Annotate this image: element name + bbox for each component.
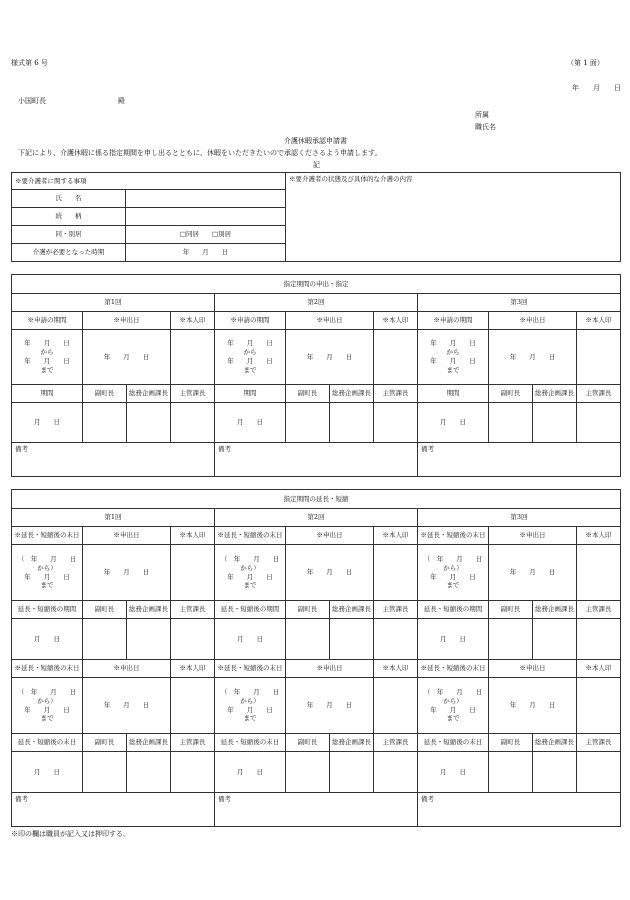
term-field[interactable]: 月 日 — [215, 619, 286, 660]
manager-seal[interactable] — [171, 403, 215, 443]
col-header: ※本人印 — [577, 660, 621, 678]
period-field[interactable]: 年 月 日 から 年 月 日 まで — [418, 330, 489, 385]
vice-mayor-seal[interactable] — [286, 403, 330, 443]
extension-table — [11, 489, 621, 827]
planning-seal[interactable] — [330, 619, 374, 660]
col-header: ※申出日 — [286, 660, 374, 678]
col-header: 期間 — [418, 385, 489, 403]
care-start-date-field[interactable]: 年 月 日 — [126, 244, 286, 262]
filing-date-field[interactable]: 年 月 日 — [83, 545, 171, 601]
col-header: 延長・短縮後の期間 — [418, 601, 489, 619]
planning-seal[interactable] — [127, 752, 171, 793]
col-header: ※申出日 — [286, 527, 374, 545]
col-header: 主管課長 — [171, 385, 215, 403]
term-field[interactable]: 月 日 — [12, 619, 83, 660]
period-field[interactable]: 年 月 日 から 年 月 日 まで — [12, 330, 83, 385]
care-state-field[interactable] — [286, 173, 621, 262]
remarks-field[interactable]: 備考 — [418, 443, 621, 477]
col-header: 総務企画課長 — [127, 601, 171, 619]
col-header: 主管課長 — [374, 601, 418, 619]
col-header: ※延長・短縮後の末日 — [418, 660, 489, 678]
planning-seal[interactable] — [330, 403, 374, 443]
filing-date-field[interactable]: 年 月 日 — [286, 330, 374, 385]
seal-field[interactable] — [577, 678, 621, 734]
manager-seal[interactable] — [577, 403, 621, 443]
affiliation-label: 所属 — [475, 111, 489, 119]
filing-date-field[interactable]: 年 月 日 — [489, 330, 577, 385]
term-field[interactable]: 月 日 — [418, 752, 489, 793]
col-header: ※本人印 — [374, 312, 418, 330]
col-header: ※本人印 — [171, 660, 215, 678]
seal-field[interactable] — [374, 330, 418, 385]
col-header: ※申出日 — [286, 312, 374, 330]
remarks-field[interactable]: 備考 — [418, 793, 621, 827]
col-header: ※申出日 — [489, 660, 577, 678]
term-field[interactable]: 月 日 — [418, 403, 489, 443]
honorific: 殿 — [118, 97, 125, 105]
manager-seal[interactable] — [374, 752, 418, 793]
col-header: 期間 — [215, 385, 286, 403]
col-header: ※申出日 — [83, 312, 171, 330]
manager-seal[interactable] — [577, 752, 621, 793]
care-state-header: ※要介護者の状態及び具体的な介護の内容 — [289, 175, 413, 183]
col-header: ※申請の期間 — [12, 312, 83, 330]
care-recipient-table — [11, 172, 621, 262]
col-header: 副町長 — [83, 601, 127, 619]
care-relation-field[interactable] — [126, 208, 286, 226]
planning-seal[interactable] — [533, 403, 577, 443]
planning-seal[interactable] — [127, 403, 171, 443]
term-field[interactable]: 月 日 — [12, 752, 83, 793]
col-header: ※申請の期間 — [215, 312, 286, 330]
designation-title: 指定期間の申出・指定 — [12, 275, 621, 294]
vice-mayor-seal[interactable] — [83, 619, 127, 660]
care-name-field[interactable] — [126, 190, 286, 208]
col-header: 延長・短縮後の末日 — [418, 734, 489, 752]
col-header: 主管課長 — [374, 385, 418, 403]
filing-date-field[interactable]: 年 月 日 — [489, 545, 577, 601]
care-section-header: ※要介護者に関する事項 — [12, 173, 286, 190]
col-header: ※本人印 — [374, 660, 418, 678]
col-header: 延長・短縮後の期間 — [215, 601, 286, 619]
end-date-field[interactable]: （ 年 月 日 から） 年 月 日 まで — [215, 678, 286, 734]
planning-seal[interactable] — [330, 752, 374, 793]
care-row-label: 続 柄 — [12, 208, 126, 226]
remarks-field[interactable]: 備考 — [215, 793, 418, 827]
col-header: 主管課長 — [171, 601, 215, 619]
end-date-field[interactable]: （ 年 月 日 から） 年 月 日 まで — [12, 545, 83, 601]
vice-mayor-seal[interactable] — [286, 752, 330, 793]
col-header: 総務企画課長 — [127, 385, 171, 403]
col-header: 延長・短縮後の末日 — [215, 734, 286, 752]
end-date-field[interactable]: （ 年 月 日 から） 年 月 日 まで — [215, 545, 286, 601]
col-header: 延長・短縮後の期間 — [12, 601, 83, 619]
manager-seal[interactable] — [577, 619, 621, 660]
col-header: ※延長・短縮後の末日 — [215, 527, 286, 545]
filing-date-field[interactable]: 年 月 日 — [286, 545, 374, 601]
term-field[interactable]: 月 日 — [215, 752, 286, 793]
col-header: 期間 — [12, 385, 83, 403]
ki-marker: 記 — [313, 161, 320, 169]
col-header: 延長・短縮後の末日 — [12, 734, 83, 752]
col-header: ※本人印 — [171, 527, 215, 545]
cohabitation-checkboxes[interactable]: □同居 □別居 — [126, 226, 286, 244]
col-header: 総務企画課長 — [330, 734, 374, 752]
manager-seal[interactable] — [171, 619, 215, 660]
seal-field[interactable] — [171, 330, 215, 385]
col-header: ※延長・短縮後の末日 — [215, 660, 286, 678]
col-header: 副町長 — [83, 385, 127, 403]
col-header: 総務企画課長 — [330, 385, 374, 403]
seal-field[interactable] — [374, 545, 418, 601]
col-header: 主管課長 — [577, 601, 621, 619]
footnote: ※印の欄は職員が記入又は押印する。 — [11, 830, 130, 838]
term-field[interactable]: 月 日 — [12, 403, 83, 443]
remarks-field[interactable]: 備考 — [12, 793, 215, 827]
seal-field[interactable] — [374, 678, 418, 734]
care-row-label: 同・別居 — [12, 226, 126, 244]
col-header: ※延長・短縮後の末日 — [12, 660, 83, 678]
intro-text: 下記により、介護休暇に係る指定期間を申し出るとともに、休暇をいただきたいので承認くださるよう申請します。 — [18, 149, 382, 157]
vice-mayor-seal[interactable] — [83, 752, 127, 793]
col-header: 副町長 — [489, 385, 533, 403]
planning-seal[interactable] — [533, 752, 577, 793]
care-row-label: 氏 名 — [12, 190, 126, 208]
name-label: 職氏名 — [475, 123, 496, 131]
manager-seal[interactable] — [374, 403, 418, 443]
page-label: （第 1 面） — [567, 59, 604, 67]
seal-field[interactable] — [171, 678, 215, 734]
col-header: 主管課長 — [577, 385, 621, 403]
col-header: 総務企画課長 — [533, 385, 577, 403]
manager-seal[interactable] — [171, 752, 215, 793]
round-label: 第1回 — [12, 509, 215, 527]
col-header: ※本人印 — [577, 527, 621, 545]
remarks-field[interactable]: 備考 — [12, 443, 215, 477]
filing-date-field[interactable]: 年 月 日 — [83, 678, 171, 734]
col-header: ※申請の期間 — [418, 312, 489, 330]
round-label: 第3回 — [418, 509, 621, 527]
col-header: 副町長 — [489, 601, 533, 619]
col-header: ※延長・短縮後の末日 — [12, 527, 83, 545]
vice-mayor-seal[interactable] — [489, 403, 533, 443]
planning-seal[interactable] — [127, 619, 171, 660]
col-header: ※本人印 — [171, 312, 215, 330]
period-field[interactable]: 年 月 日 から 年 月 日 まで — [215, 330, 286, 385]
col-header: ※申出日 — [83, 527, 171, 545]
extension-title: 指定期間の延長・短縮 — [12, 490, 621, 509]
designation-table — [11, 274, 621, 477]
col-header: 総務企画課長 — [330, 601, 374, 619]
col-header: 副町長 — [286, 734, 330, 752]
vice-mayor-seal[interactable] — [489, 619, 533, 660]
col-header: ※本人印 — [577, 312, 621, 330]
col-header: ※申出日 — [83, 660, 171, 678]
col-header: ※申出日 — [489, 527, 577, 545]
date-line: 年 月 日 — [572, 84, 621, 92]
vice-mayor-seal[interactable] — [286, 619, 330, 660]
end-date-field[interactable]: （ 年 月 日 から） 年 月 日 まで — [418, 678, 489, 734]
form-number: 様式第 6 号 — [11, 59, 48, 67]
end-date-field[interactable]: （ 年 月 日 から） 年 月 日 まで — [12, 678, 83, 734]
end-date-field[interactable]: （ 年 月 日 から） 年 月 日 まで — [418, 545, 489, 601]
care-row-label: 介護が必要となった時期 — [12, 244, 126, 262]
col-header: 総務企画課長 — [127, 734, 171, 752]
col-header: 主管課長 — [374, 734, 418, 752]
col-header: 総務企画課長 — [533, 601, 577, 619]
remarks-field[interactable]: 備考 — [215, 443, 418, 477]
seal-field[interactable] — [577, 545, 621, 601]
term-field[interactable]: 月 日 — [215, 403, 286, 443]
filing-date-field[interactable]: 年 月 日 — [489, 678, 577, 734]
addressee: 小国町長 — [18, 97, 46, 105]
col-header: 総務企画課長 — [533, 734, 577, 752]
planning-seal[interactable] — [533, 619, 577, 660]
col-header: 副町長 — [286, 385, 330, 403]
col-header: 主管課長 — [577, 734, 621, 752]
term-field[interactable]: 月 日 — [418, 619, 489, 660]
seal-field[interactable] — [171, 545, 215, 601]
col-header: ※本人印 — [374, 527, 418, 545]
round-label: 第2回 — [215, 509, 418, 527]
round-label: 第3回 — [418, 294, 621, 312]
filing-date-field[interactable]: 年 月 日 — [83, 330, 171, 385]
round-label: 第2回 — [215, 294, 418, 312]
col-header: 副町長 — [489, 734, 533, 752]
manager-seal[interactable] — [374, 619, 418, 660]
document-title: 介護休暇承認申請書 — [284, 137, 347, 145]
col-header: 主管課長 — [171, 734, 215, 752]
round-label: 第1回 — [12, 294, 215, 312]
filing-date-field[interactable]: 年 月 日 — [286, 678, 374, 734]
vice-mayor-seal[interactable] — [83, 403, 127, 443]
vice-mayor-seal[interactable] — [489, 752, 533, 793]
col-header: 副町長 — [286, 601, 330, 619]
col-header: 副町長 — [83, 734, 127, 752]
seal-field[interactable] — [577, 330, 621, 385]
col-header: ※申出日 — [489, 312, 577, 330]
col-header: ※延長・短縮後の末日 — [418, 527, 489, 545]
